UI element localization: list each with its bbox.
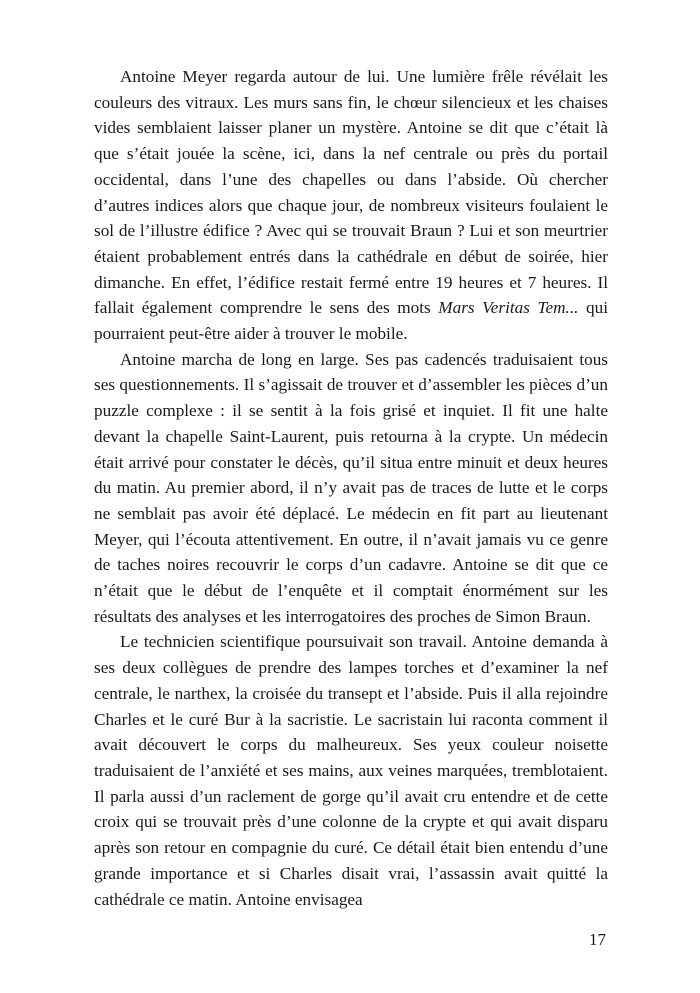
page-number: 17 <box>589 930 606 949</box>
paragraph-3: Le technicien scientifique poursuivait son travail. Antoine demanda à ses deux collègues de prendre des lampes torches et d’examiner la nef centrale, le narthex, la croisée du transept et l’abside. Puis il alla rejoindre Charles et le curé Bur à la sacristie. Le sacristain lui raconta comment il avait découvert le corps du malheureux. Ses yeux couleur noisette traduisaient de l’anxiété et ses mains, aux veines marquées, tremblotaient. Il parla aussi d’un raclement de gorge qu’il avait cru entendre et de cette croix qui se trouvait près d’une colonne de la crypte et qui avait disparu après son retour en compagnie du curé. Ce détail était bien entendu d’une grande importance et si Charles disait vrai, l’assassin avait quitté la cathédrale ce matin. Antoine envisagea <box>94 632 608 909</box>
paragraph-1-text-end: qui pourraient peut-être aider à trouver le mobile. <box>94 298 608 344</box>
paragraph-2: Antoine marcha de long en large. Ses pas cadencés traduisaient tous ses questionnements. Il s’agissait de trouver et d’assembler les pièces d’un puzzle complexe : il se sentit à la fois grisé et inquiet. Il fit une halte devant la chapelle Saint-Laurent, puis retourna à la crypte. Un médecin était arrivé pour constater le décès, qu’il situa entre minuit et deux heures du matin. Au premier abord, il n’y avait pas de traces de lutte et le corps ne semblait pas avoir été déplacé. Le médecin en fit part au lieutenant Meyer, qui l’écouta attentivement. En outre, il n’avait jamais vu ce genre de taches noires recouvrir le corps d’un cadavre. Antoine se dit que ce n’était que le début de l’enquête et il comptait énormément sur les résultats des analyses et les interrogatoires des proches de Simon Braun. <box>94 349 608 626</box>
paragraph-1-text: Antoine Meyer regarda autour de lui. Une lumière frêle révélait les couleurs des vitraux. Les murs sans fin, le chœur silencieux et les chaises vides semblaient laisser planer un mystère. Antoine se dit que c’était là que s’était jouée la scène, ici, dans la nef centrale ou près du portail occidental, dans l’une des chapelles ou dans l’abside. Où chercher d’autres indices alors que chaque jour, de nombreux visiteurs foulaient le sol de l’illustre édifice ? Avec qui se trouvait Braun ? Lui et son meurtrier étaient probablement entrés dans la cathédrale en début de soirée, hier dimanche. En effet, l’édifice restait fermé entre 19 heures et 7 heures. Il fallait également comprendre le sens des mots <box>94 67 608 318</box>
paragraph-1 <box>94 64 608 347</box>
page-body <box>94 64 608 912</box>
latin-inscription: Mars Veritas Tem... <box>438 298 579 318</box>
